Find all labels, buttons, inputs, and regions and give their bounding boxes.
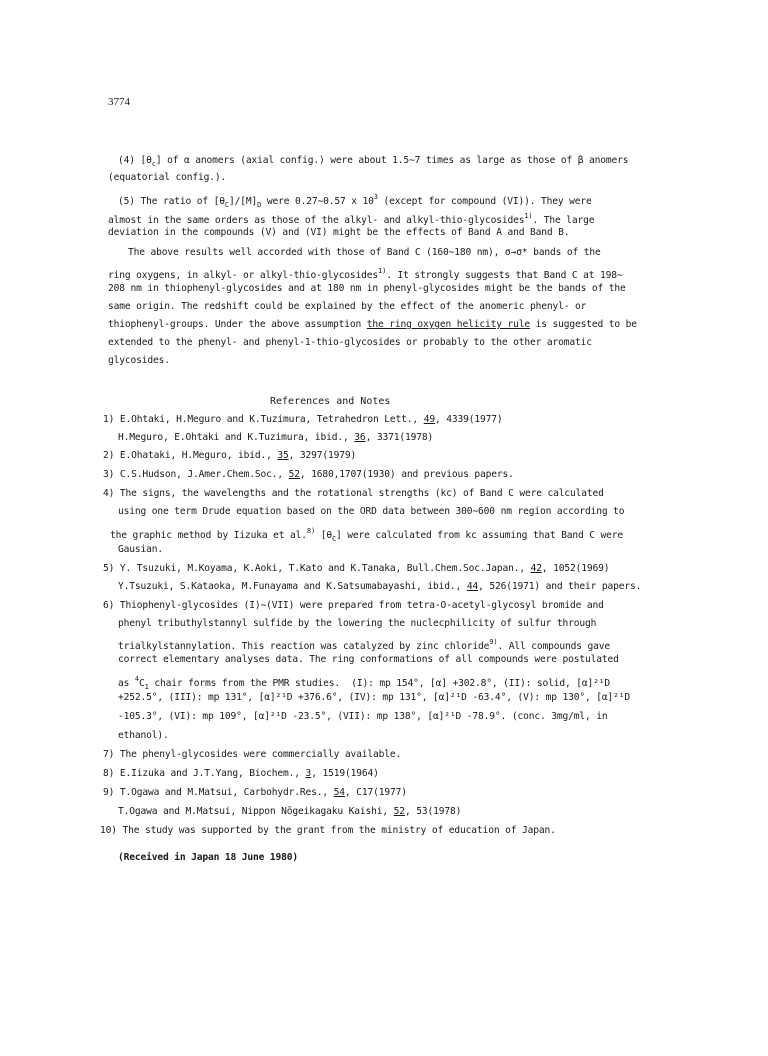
reference-1-line-1: 1) E.Ohtaki, H.Meguro and K.Tuzimura, Tetrahedron Lett., 49, 4339(1977) (103, 414, 503, 425)
para-4-line-1: (4) $[\theta_c]$ of α anomers (axial config.) were about 1.5∼7 times as large as those of β anomers (118, 155, 629, 168)
reference-6-line-8: ethanol). (118, 730, 169, 741)
reference-6-line-3: trialkylstannylation. This reaction was catalyzed by zinc chloride$^{9)}$. All compounds gave (118, 638, 610, 652)
para-6-line-4: same origin. The redshift could be explained by the effect of the anomeric phenyl- or (108, 301, 587, 312)
reference-4-line-3: the graphic method by Iizuka et al.$^{8)}$ $[\theta_C]$ were calculated from kc assuming that Band C were (110, 527, 623, 543)
reference-8: 8) E.Iizuka and J.T.Yang, Biochem., 3, 1519(1964) (103, 768, 379, 779)
reference-4-line-4: Gausian. (118, 544, 164, 555)
reference-5-line-1: 5) Y. Tsuzuki, M.Koyama, K.Aoki, T.Kato and K.Tanaka, Bull.Chem.Soc.Japan., 42, 1052(1969) (103, 563, 610, 574)
references-heading: References and Notes (270, 396, 391, 407)
reference-3: 3) C.S.Hudson, J.Amer.Chem.Soc., 52, 1680,1707(1930) and previous papers. (103, 469, 514, 480)
para-5-line-2: almost in the same orders as those of the alkyl- and alkyl-thio-glycosides$^{1)}$. The large (108, 212, 595, 226)
para-5-line-1: (5) The ratio of $[\theta_C]/[M]_D$ were 0.27∼0.57 x $10^3$ (except for compound (VI)). They were (118, 193, 592, 209)
reference-1-line-2: H.Meguro, E.Ohtaki and K.Tuzimura, ibid., 36, 3371(1978) (118, 432, 434, 443)
reference-4-line-1: 4) The signs, the wavelengths and the rotational strengths (kc) of Band C were calculated (103, 488, 604, 499)
reference-6-line-4: correct elementary analyses data. The ring conformations of all compounds were postulated (118, 654, 619, 665)
reference-9-line-1: 9) T.Ogawa and M.Matsui, Carbohydr.Res., 54, C17(1977) (103, 787, 407, 798)
reference-6-line-6: +252.5°, (III): mp 131°, [α]²¹D +376.6°, (IV): mp 131°, [α]²¹D -63.4°, (V): mp 130°, [α]²¹D (118, 692, 630, 703)
para-6-line-2: ring oxygens, in alkyl- or alkyl-thio-glycosides$^{1)}$. It strongly suggests that Band C at 198∼ (108, 267, 623, 281)
para-4-line-2: (equatorial config.). (108, 172, 227, 183)
para-6-line-5: thiophenyl-groups. Under the above assumption the ring oxygen helicity rule is suggested to be (108, 319, 637, 330)
para-5-line-3: deviation in the compounds (V) and (VI) might be the effects of Band A and Band B. (108, 227, 570, 238)
reference-9-line-2: T.Ogawa and M.Matsui, Nippon Nōgeikagaku Kaishi, 52, 53(1978) (118, 806, 462, 817)
reference-2: 2) E.Ohataki, H.Meguro, ibid., 35, 3297(1979) (103, 450, 357, 461)
page-number: 3774 (108, 96, 130, 108)
para-6-line-6: extended to the phenyl- and phenyl-1-thio-glycosides or probably to the other aromatic (108, 337, 592, 348)
reference-7: 7) The phenyl-glycosides were commercially available. (103, 749, 402, 760)
para-6-line-1: The above results well accorded with those of Band C (160∼180 nm), σ→σ* bands of the (128, 247, 601, 258)
received-date: (Received in Japan 18 June 1980) (118, 852, 299, 863)
reference-4-line-2: using one term Drude equation based on the ORD data between 300∼600 nm region according to (118, 506, 625, 517)
para-6-line-3: 208 nm in thiophenyl-glycosides and at 180 nm in phenyl-glycosides might be the bands of the (108, 283, 626, 294)
reference-6-line-1: 6) Thiophenyl-glycosides (I)∼(VII) were prepared from tetra-O-acetyl-glycosyl bromide and (103, 600, 604, 611)
reference-5-line-2: Y.Tsuzuki, S.Kataoka, M.Funayama and K.Satsumabayashi, ibid., 44, 526(1971) and their papers. (118, 581, 642, 592)
para-6-line-7: glycosides. (108, 355, 170, 366)
reference-6-line-5: as $^4C_1$ chair forms from the PMR studies. (I): mp 154°, [α] +302.8°, (II): solid, [α]²¹D (118, 675, 611, 691)
reference-6-line-7: -105.3°, (VI): mp 109°, [α]²¹D -23.5°, (VII): mp 138°, [α]²¹D -78.9°. (conc. 3mg/ml, in (118, 711, 608, 722)
reference-10: 10) The study was supported by the grant from the ministry of education of Japan. (100, 825, 556, 836)
reference-6-line-2: phenyl tributhylstannyl sulfide by the lowering the nuclecphilicity of sulfur through (118, 618, 597, 629)
